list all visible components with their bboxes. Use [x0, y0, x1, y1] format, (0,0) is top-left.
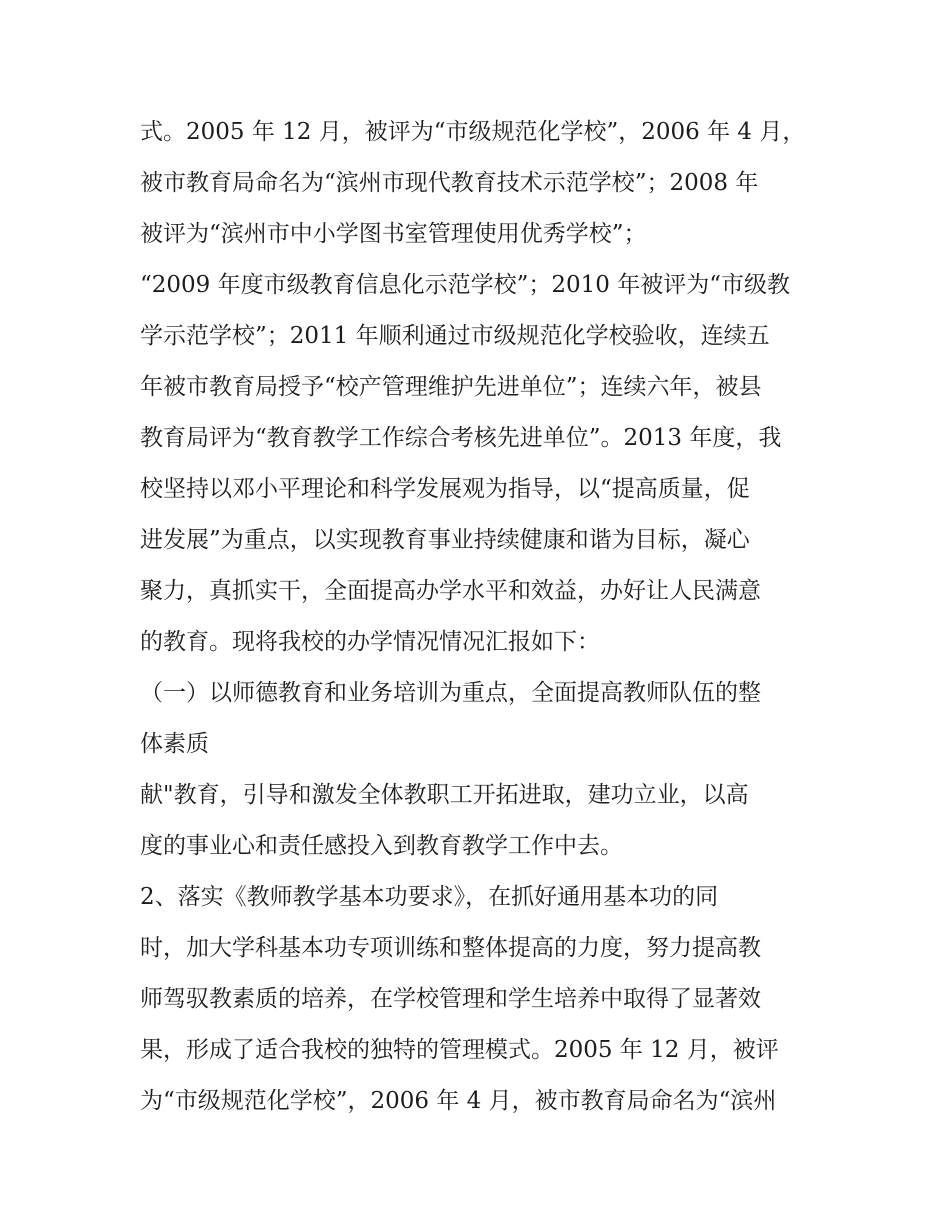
text-line: 的教育。现将我校的办学情况情况汇报如下： — [140, 629, 600, 655]
text-line: 时，加大学科基本功专项训练和整体提高的力度，努力提高教 — [140, 935, 761, 961]
text-line: 献"教育，引导和激发全体教职工开拓进取，建功立业，以高 — [140, 782, 749, 808]
text-line: 被市教育局命名为“滨州市现代教育技术示范学校”；2008 年 — [140, 170, 759, 196]
section-heading: （一）以师德教育和业务培训为重点，全面提高教师队伍的整 — [140, 680, 761, 706]
section-heading-continued: 体素质 — [140, 731, 209, 757]
text-line: 年被市教育局授予“校产管理维护先进单位”；连续六年，被县 — [140, 374, 762, 400]
text-line: 为“市级规范化学校”，2006 年 4 月，被市教育局命名为“滨州 — [140, 1088, 777, 1114]
text-line: 校坚持以邓小平理论和科学发展观为指导，以“提高质量，促 — [140, 476, 750, 502]
text-line: 聚力，真抓实干，全面提高办学水平和效益，办好让人民满意 — [140, 578, 761, 604]
body-text — [140, 107, 820, 1127]
text-line: 果，形成了适合我校的独特的管理模式。2005 年 12 月，被评 — [140, 1037, 779, 1063]
text-line: “2009 年度市级教育信息化示范学校”；2010 年被评为“市级教 — [140, 272, 790, 298]
text-line: 师驾驭教素质的培养，在学校管理和学生培养中取得了显著效 — [140, 986, 761, 1012]
text-line: 教育局评为“教育教学工作综合考核先进单位”。2013 年度，我 — [140, 425, 782, 451]
text-line: 学示范学校”；2011 年顺利通过市级规范化学校验收，连续五 — [140, 323, 770, 349]
text-line: 式。2005 年 12 月，被评为“市级规范化学校”，2006 年 4 月， — [140, 119, 806, 145]
text-line: 度的事业心和责任感投入到教育教学工作中去。 — [140, 833, 623, 859]
text-line: 进发展”为重点，以实现教育事业持续健康和谐为目标，凝心 — [140, 527, 750, 553]
text-line: 2、落实《教师教学基本功要求》，在抓好通用基本功的同 — [140, 884, 719, 910]
text-line: 被评为“滨州市中小学图书室管理使用优秀学校”； — [140, 221, 647, 247]
